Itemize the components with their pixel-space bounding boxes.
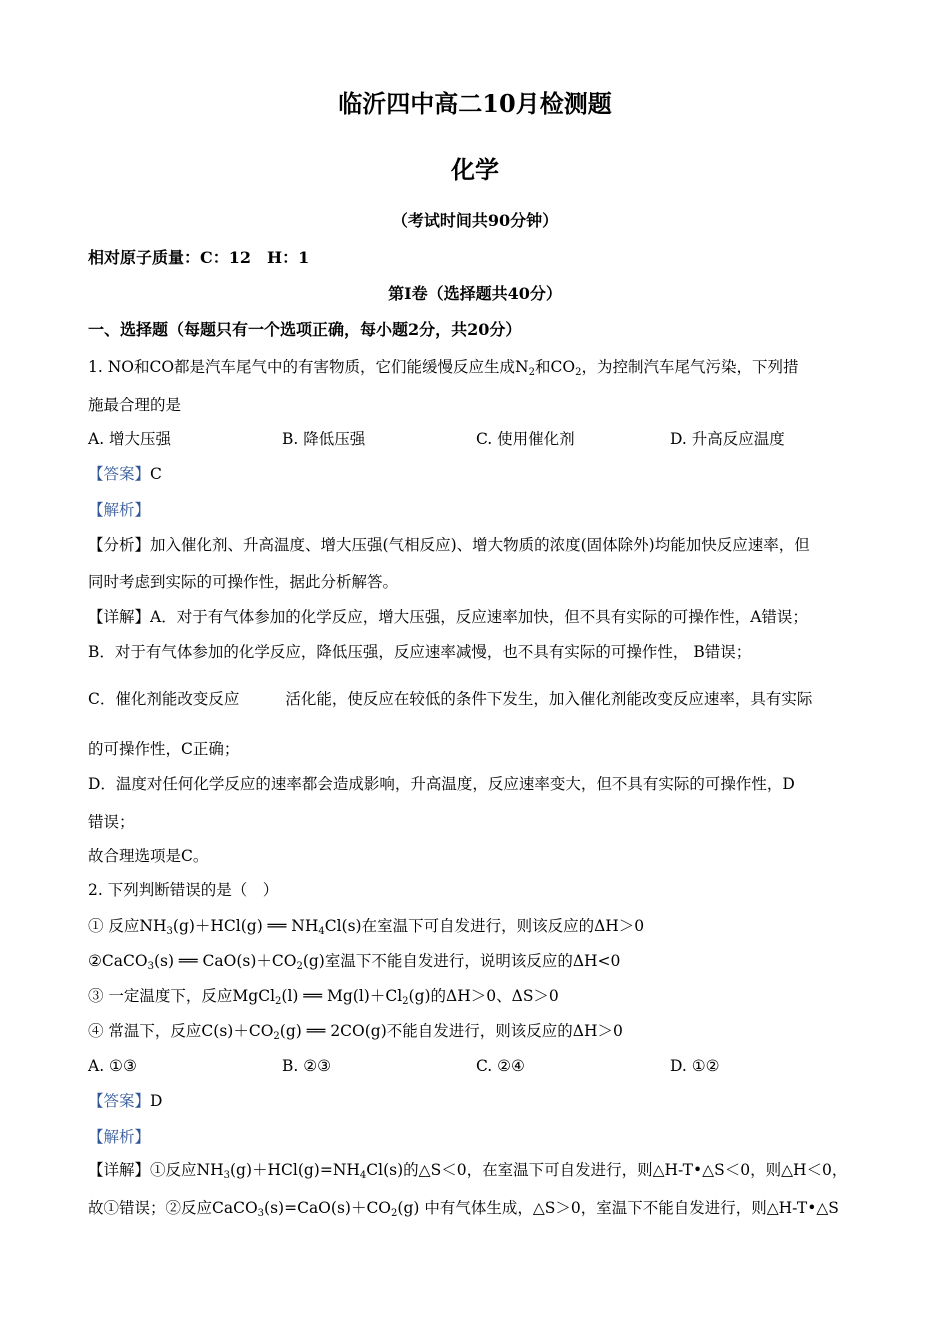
- fenxi-tag: 【分析】: [88, 536, 151, 554]
- q1-option-d: D. 升高反应温度: [670, 430, 785, 448]
- q2-stem: 2. 下列判断错误的是（ ）: [88, 881, 279, 899]
- q1-conclusion: 故合理选项是C。: [88, 847, 209, 865]
- q1-stem-part: ，为控制汽车尾气污染，下列措: [581, 358, 799, 376]
- q2-option-d: D. ①②: [670, 1057, 720, 1075]
- q1-detail-b: B．对于有气体参加的化学反应，降低压强，反应速率减慢，也不具有实际的可操作性， B错误；: [88, 643, 752, 661]
- statement-part: (s) ══ CaO(s)＋CO: [153, 952, 297, 970]
- detail-text: ①反应NH: [150, 1161, 224, 1179]
- q1-analysis-tag: 【解析】: [88, 501, 151, 519]
- q2-option-b: B. ②③: [282, 1057, 332, 1075]
- xiangjie-tag: 【详解】: [88, 1161, 151, 1179]
- detail-text: A．对于有气体参加的化学反应，增大压强，反应速率加快，但不具有实际的可操作性，A错误；: [150, 608, 808, 626]
- subscript: 2: [273, 1031, 280, 1042]
- subject-title: 化学: [451, 155, 499, 184]
- q1-fenxi-line1: [88, 535, 810, 555]
- subscript: 3: [166, 926, 173, 937]
- subscript: 2: [575, 367, 582, 378]
- q1-fenxi-line2: 同时考虑到实际的可操作性，据此分析解答。: [88, 573, 399, 591]
- statement-part: ②CaCO: [88, 952, 148, 970]
- subscript: 2: [296, 961, 303, 972]
- subscript: 4: [359, 1170, 367, 1181]
- q2-detail-line1: [88, 1160, 847, 1180]
- detail-text: 活化能，使反应在较低的条件下发生，加入催化剂能改变反应速率，具有实际: [285, 690, 813, 708]
- subscript: 2: [528, 367, 535, 378]
- q2-statement-1: [88, 916, 644, 936]
- subscript: 2: [402, 996, 409, 1007]
- subscript: 2: [391, 1208, 398, 1219]
- answer-tag: 【答案】: [88, 1092, 151, 1110]
- subscript: 2: [275, 996, 282, 1007]
- statement-part: ③ 一定温度下，反应MgCl: [88, 987, 276, 1005]
- statement-part: ① 反应NH: [88, 917, 167, 935]
- atomic-mass-line: 相对原子质量：C：12 H：1: [88, 248, 310, 267]
- q2-answer: [88, 1091, 162, 1111]
- detail-text: (g) 中有气体生成，△S＞0，室温下不能自发进行，则△H-T•△S: [397, 1199, 839, 1217]
- detail-text: (g)＋HCl(g)=NH: [229, 1161, 360, 1179]
- q1-answer: [88, 464, 162, 484]
- q1-option-c: C. 使用催化剂: [476, 430, 575, 448]
- statement-part: Cl(s)在室温下可自发进行，则该反应的ΔH＞0: [324, 917, 645, 935]
- fenxi-text: 加入催化剂、升高温度、增大压强(气相反应)、增大物质的浓度(固体除外)均能加快反应速率，但: [150, 536, 810, 554]
- q1-detail-d-line2: 错误；: [88, 813, 135, 831]
- q1-stem-line2: 施最合理的是: [88, 396, 182, 414]
- q1-detail-c-line2: 的可操作性，C正确；: [88, 740, 240, 758]
- subscript: 4: [318, 926, 325, 937]
- q1-detail-c-line1: [88, 689, 812, 709]
- q2-option-c: C. ②④: [476, 1057, 525, 1075]
- xiangjie-tag: 【详解】: [88, 608, 151, 626]
- q2-detail-line2: [88, 1198, 839, 1218]
- detail-text: C．催化剂能改变反应: [88, 690, 240, 708]
- statement-part: (g)＋HCl(g) ══ NH: [172, 917, 319, 935]
- q1-detail-d-line1: D．温度对任何化学反应的速率都会造成影响，升高温度，反应速率变大，但不具有实际的可操作性，D: [88, 775, 795, 793]
- subscript: 3: [147, 961, 154, 972]
- document-title: 临沂四中高二10月检测题: [338, 89, 612, 118]
- exam-time: （考试时间共90分钟）: [391, 211, 559, 230]
- q2-statement-3: [88, 986, 559, 1006]
- section-heading: 一、选择题（每题只有一个选项正确，每小题2分，共20分）: [88, 320, 522, 339]
- statement-part: (l) ══ Mg(l)＋Cl: [281, 987, 403, 1005]
- q1-stem-part: 1. NO和CO都是汽车尾气中的有害物质，它们能缓慢反应生成N: [88, 358, 529, 376]
- q2-analysis-tag: 【解析】: [88, 1128, 151, 1146]
- q1-option-a: A. 增大压强: [88, 430, 172, 448]
- statement-part: (g)的ΔH＞0、ΔS＞0: [408, 987, 559, 1005]
- detail-text: 故①错误；②反应CaCO: [88, 1199, 258, 1217]
- subscript: 3: [223, 1170, 230, 1181]
- volume-heading: 第I卷（选择题共40分）: [388, 284, 562, 303]
- q2-statement-4: [88, 1021, 623, 1041]
- statement-part: ④ 常温下，反应C(s)＋CO: [88, 1022, 274, 1040]
- answer-value: D: [150, 1092, 163, 1110]
- statement-part: (g)室温下不能自发进行，说明该反应的ΔH<0: [302, 952, 621, 970]
- q1-stem-part: 和CO: [535, 358, 576, 376]
- detail-text: Cl(s)的△S＜0，在室温下可自发进行，则△H-T•△S＜0，则△H＜0，: [366, 1161, 848, 1179]
- subscript: 3: [257, 1208, 265, 1219]
- answer-tag: 【答案】: [88, 465, 151, 483]
- q1-option-b: B. 降低压强: [282, 430, 366, 448]
- answer-value: C: [150, 465, 162, 483]
- statement-part: (g) ══ 2CO(g)不能自发进行，则该反应的ΔH＞0: [279, 1022, 623, 1040]
- q1-stem-line1: [88, 357, 798, 377]
- q2-statement-2: [88, 951, 620, 971]
- q2-option-a: A. ①③: [88, 1057, 137, 1075]
- q1-detail-a: [88, 607, 808, 627]
- detail-text: (s)=CaO(s)＋CO: [264, 1199, 392, 1217]
